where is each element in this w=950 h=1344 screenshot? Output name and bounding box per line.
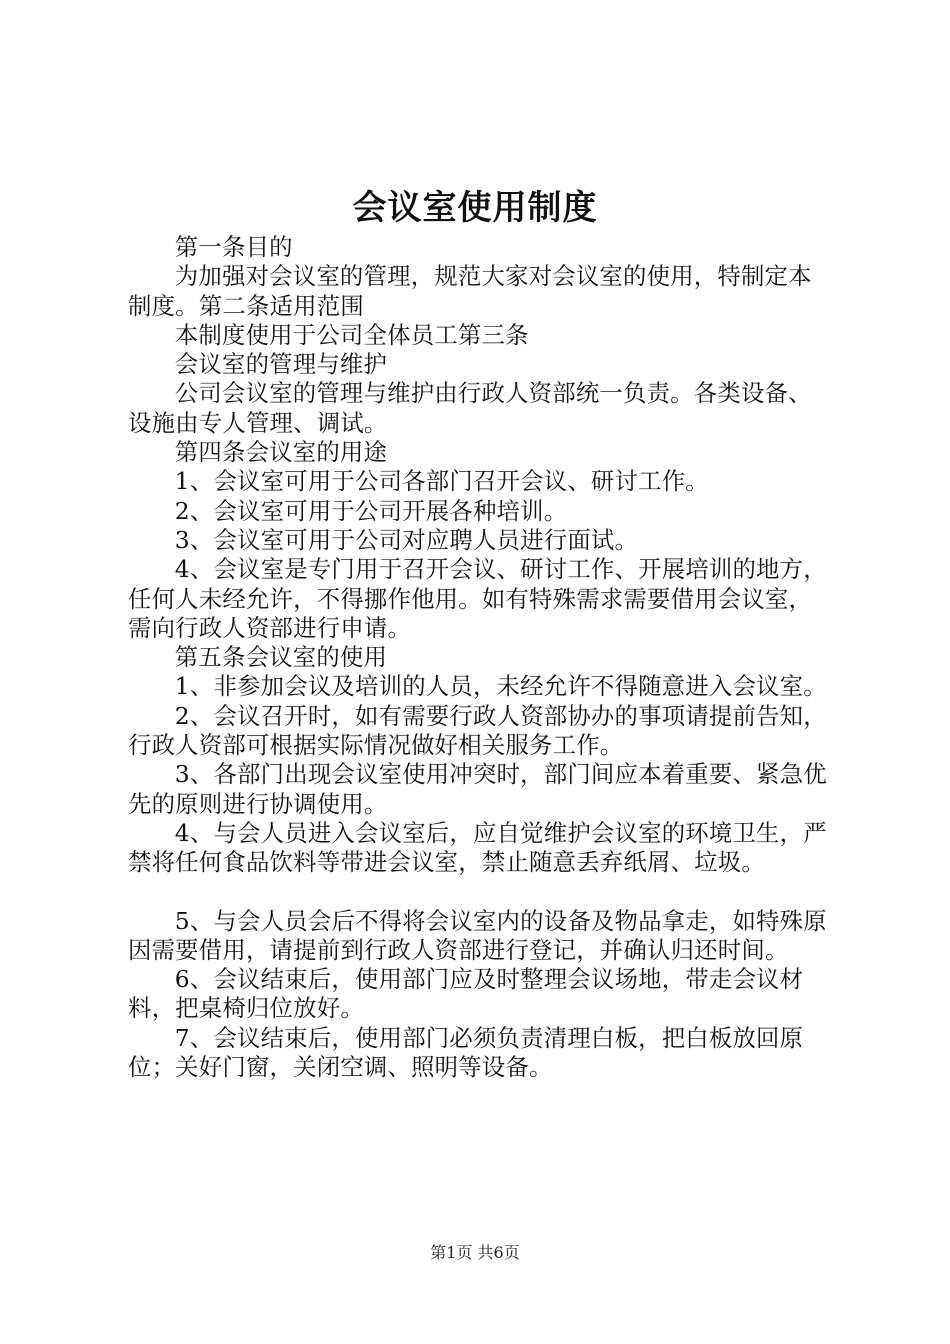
document-body — [128, 233, 834, 1082]
paragraph: 4、会议室是专门用于召开会议、研讨工作、开展培训的地方，任何人未经允许，不得挪作他用。如有特殊需求需要借用会议室，需向行政人资部进行申请。 — [128, 555, 827, 642]
paragraph: 本制度使用于公司全体员工第三条 — [174, 320, 529, 349]
paragraph: 第五条会议室的使用 — [174, 643, 388, 672]
paragraph: 为加强对会议室的管理，规范大家对会议室的使用，特制定本制度。第二条适用范围 — [128, 262, 812, 320]
page-footer: 第1页 共6页 — [430, 1243, 520, 1262]
paragraph: 会议室的管理与维护 — [174, 350, 388, 379]
paragraph: 2、会议室可用于公司开展各种培训。 — [174, 496, 568, 525]
paragraph: 公司会议室的管理与维护由行政人资部统一负责。各类设备、设施由专人管理、调试。 — [128, 379, 812, 437]
paragraph: 第四条会议室的用途 — [174, 438, 388, 467]
paragraph: 3、各部门出现会议室使用冲突时，部门间应本着重要、紧急优先的原则进行协调使用。 — [128, 760, 827, 818]
document-title: 会议室使用制度 — [352, 188, 598, 228]
paragraph: 1、会议室可用于公司各部门召开会议、研讨工作。 — [174, 467, 709, 496]
blank-line — [128, 878, 834, 907]
paragraph: 3、会议室可用于公司对应聘人员进行面试。 — [174, 525, 639, 554]
paragraph: 5、与会人员会后不得将会议室内的设备及物品拿走，如特殊原因需要借用，请提前到行政人资部进行登记，并确认归还时间。 — [128, 906, 827, 964]
paragraph: 2、会议召开时，如有需要行政人资部协办的事项请提前告知，行政人资部可根据实际情况做好相关服务工作。 — [128, 701, 827, 760]
paragraph: 第一条目的 — [174, 233, 293, 261]
paragraph: 4、与会人员进入会议室后，应自觉维护会议室的环境卫生，严禁将任何食品饮料等带进会议室，禁止随意丢弃纸屑、垃圾。 — [128, 818, 827, 877]
paragraph: 7、会议结束后，使用部门必须负责清理白板，把白板放回原位；关好门窗，关闭空调、照明等设备。 — [128, 1023, 804, 1082]
paragraph: 6、会议结束后，使用部门应及时整理会议场地，带走会议材料，把桌椅归位放好。 — [128, 965, 804, 1023]
paragraph: 1、非参加会议及培训的人员，未经允许不得随意进入会议室。 — [174, 672, 827, 701]
